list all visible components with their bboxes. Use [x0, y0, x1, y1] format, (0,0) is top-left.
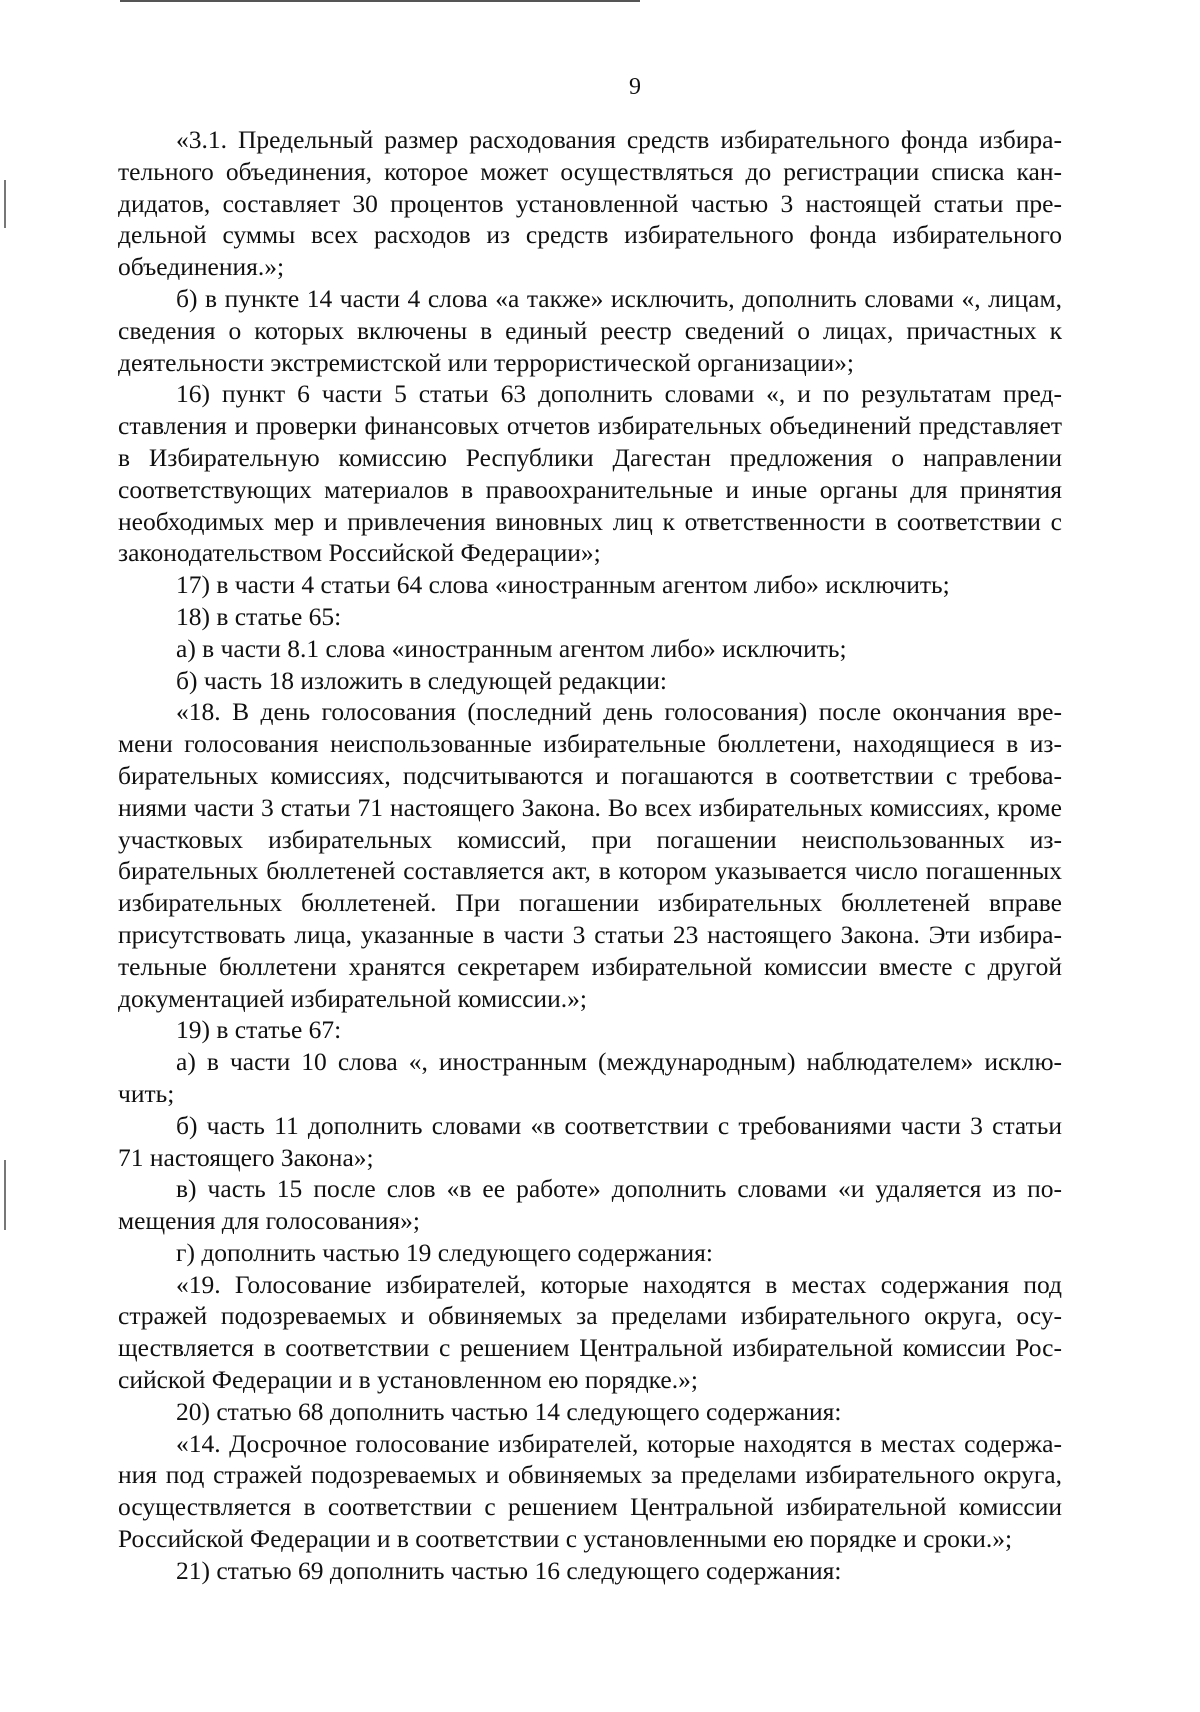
paragraph-19: 19) в статье 67: — [176, 1015, 342, 1045]
paragraph-19-b: б) часть 11 дополнить словами «в соответствии с требованиями части 3 статьи 71 настоящего Закона»; — [118, 1110, 1062, 1172]
paragraph-quote-19: «19. Голосование избирателей, которые находятся в местах содержания под стражей подозреваемых и обвиняемых за пределами избирательного округа, осуществляется в соответствии с решением Центральной избирательной комиссии Российской Федерации и в установленном ею порядке.»; — [118, 1269, 1062, 1395]
paragraph-19-v: в) часть 15 после слов «в ее работе» дополнить словами «и удаляется из помещения для голосования»; — [118, 1174, 1062, 1236]
paragraph-18-a: а) в части 8.1 слова «иностранным агентом либо» исключить; — [176, 633, 847, 663]
paragraph-16: 16) пункт 6 части 5 статьи 63 дополнить словами «, и по результатам представления и проверки финансовых отчетов избирательных объединений представляет в Избирательную комиссию Республики Дагестан предложения о направлении соответствующих материалов в правоохранительные и иные органы для принятия необходимых мер и привлечения виновных лиц к ответственности в соответствии с законодательством Российской Федерации»; — [118, 379, 1062, 568]
paragraph-21: 21) статью 69 дополнить частью 16 следующего содержания: — [176, 1555, 842, 1585]
paragraph-19-a: а) в части 10 слова «, иностранным (международным) наблюдателем» исключить; — [118, 1047, 1062, 1108]
paragraph-19-g: г) дополнить частью 19 следующего содержания: — [176, 1237, 713, 1267]
paragraph-3-1: «3.1. Предельный размер расходования средств избирательного фонда избирательного объединения, которое может осуществляться до регистрации списка кандидатов, составляет 30 процентов установленной частью 3 настоящей статьи предельной суммы всех расходов из средств избирательного фонда избирательного объединения.»; — [118, 125, 1062, 282]
page-number: 9 — [629, 74, 641, 100]
paragraph-b-punkt-14: б) в пункте 14 части 4 слова «а также» исключить, дополнить словами «, лицам, сведения о которых включены в единый реестр сведений о лицах, причастных к деятельности экстремистской или террористической организации»; — [118, 283, 1062, 377]
top-scan-rule — [120, 0, 640, 2]
left-margin-mark — [4, 1160, 6, 1230]
paragraph-18: 18) в статье 65: — [176, 601, 342, 631]
paragraph-quote-18: «18. В день голосования (последний день голосования) после окончания времени голосования неиспользованные избирательные бюллетени, находящиеся в избирательных комиссиях, подсчитываются и погашаются в соответствии с требованиями части 3 статьи 71 настоящего Закона. Во всех избирательных комиссиях, кроме участковых избирательных комиссий, при погашении неиспользованных избирательных бюллетеней составляется акт, в котором указывается число погашенных избирательных бюллетеней. При погашении избирательных бюллетеней вправе присутствовать лица, указанные в части 3 статьи 23 настоящего Закона. Эти избирательные бюллетени хранятся секретарем избирательной комиссии вместе с другой документацией избирательной комиссии.»; — [118, 697, 1062, 1013]
paragraph-20: 20) статью 68 дополнить частью 14 следующего содержания: — [176, 1396, 842, 1426]
paragraph-18-b: б) часть 18 изложить в следующей редакции: — [176, 665, 667, 695]
paragraph-quote-14: «14. Досрочное голосование избирателей, которые находятся в местах содержания под стражей подозреваемых и обвиняемых за пределами избирательного округа, осуществляется в соответствии с решением Центральной избирательной комиссии Российской Федерации и в соответствии с установленными ею порядке и сроки.»; — [118, 1428, 1062, 1554]
document-body — [118, 124, 1062, 1587]
paragraph-17: 17) в части 4 статьи 64 слова «иностранным агентом либо» исключить; — [176, 570, 950, 600]
left-margin-mark — [4, 180, 6, 228]
